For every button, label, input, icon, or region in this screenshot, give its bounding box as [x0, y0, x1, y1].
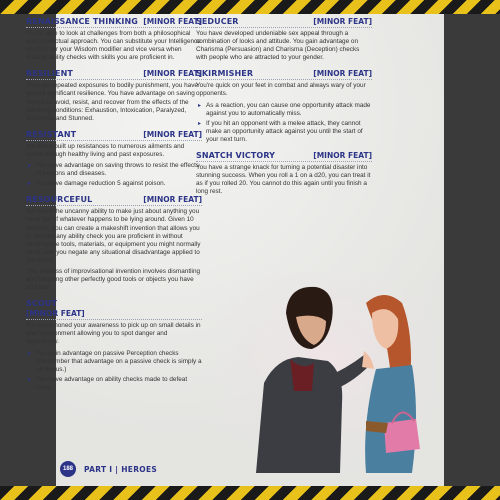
feat-bullet-list: [26, 162, 202, 188]
feat-bullet-list: [26, 350, 202, 392]
feat-bullet: ▸ As a reaction, you can cause one opportunity attack made against you to automatically miss.: [196, 102, 372, 118]
feat-bullet: ▸ You have advantage on ability checks made to defeat traps.: [26, 376, 202, 392]
feat-tag: [MINOR FEAT]: [143, 195, 202, 205]
feat-title: SCOUT: [26, 299, 57, 309]
feat-tag: [MINOR FEAT]: [143, 129, 202, 139]
feat-header: [26, 69, 202, 80]
feat-bullet: ▸ You have damage reduction 5 against poison.: [26, 180, 202, 188]
feat-title: RENAISSANCE THINKING: [26, 17, 138, 26]
feat-bullet: ▸ You have advantage on saving throws to resist the effects of poisons and diseases.: [26, 162, 202, 178]
feat-title: SEDUCER: [196, 17, 239, 26]
feat-description: You have a strange knack for turning a potential disaster into stunning success. When you roll a 1 on a d20, you can treat it as if you rolled 20. You cannot do this again until you finish a long rest.: [196, 164, 371, 196]
feat-description: You have honed your awareness to pick up on small details in your environment allowing you to spot danger and opportunity.: [26, 322, 201, 346]
feat-header: [196, 151, 372, 162]
feat-title: RESOURCEFUL: [26, 195, 93, 205]
feat-resistant: [26, 130, 202, 188]
feat-header: [26, 299, 202, 309]
feat-title: SKIRMISHER: [196, 69, 254, 79]
feat-scout: [26, 299, 202, 392]
feat-bullet: ▸ If you hit an opponent with a melee attack, they cannot make an opportunity attack against you until the start of your next turn.: [196, 120, 372, 144]
feat-snatch-victory: [196, 151, 372, 196]
feat-description: You have developed undeniable sex appeal through a combination of looks and attitude. You gain advantage on Charisma (Persuasion) and Charisma (Deception) checks with people who are attracted to your gender.: [196, 30, 360, 62]
feat-tag: [MINOR FEAT]: [313, 69, 372, 79]
page-footer: [60, 462, 157, 476]
feat-title: RESILIENT: [26, 69, 73, 79]
feat-description: You're quick on your feet in combat and always wary of your opponents.: [196, 82, 366, 98]
feat-description-extra: This process of improvisational invention involves dismantling and breaking other perfectly good tools or objects you have on hand.: [26, 267, 201, 292]
hazard-stripe-top: [0, 0, 500, 14]
page-number-badge: 188: [60, 461, 76, 477]
feat-bullet-list: [196, 102, 372, 144]
feat-description: You're able to look at challenges from both a philosophical and intellectual approach. You can substitute your Intelligence modifier for your Wisdom modifier and vice versa when making ability checks with skills you are proficient in.: [26, 30, 201, 62]
feat-title: RESISTANT: [26, 129, 77, 139]
feat-header: [26, 130, 202, 141]
right-column: [196, 17, 372, 203]
feat-header: [196, 17, 372, 28]
feat-resourceful: [26, 195, 202, 292]
feat-tag: [MINOR FEAT]: [143, 69, 202, 79]
feat-tag: [MINOR FEAT]: [313, 151, 372, 161]
feat-tag: [MINOR FEAT]: [143, 17, 202, 26]
hazard-stripe-bottom: [0, 486, 500, 500]
feat-tag: [MINOR FEAT]: [26, 309, 202, 320]
feat-seducer: [196, 17, 372, 62]
feat-description: You have built up resistances to numerous ailments and toxins through healthy living and past exposures.: [26, 142, 185, 158]
left-column: [26, 17, 202, 399]
feat-bullet: ▸ You gain advantage on passive Perception checks (Remember that advantage on a passive check is simply a +5 bonus.): [26, 350, 202, 374]
feat-tag: [MINOR FEAT]: [313, 17, 372, 26]
part-label: PART I | HEROES: [84, 464, 158, 474]
illustration-couple: [216, 273, 436, 473]
feat-description: You have the uncanny ability to make just about anything you need out of whatever happens to be lying around. Given 10 minutes, you can create a makeshift invention that allows you to attempt any ability check you are proficient in without needing the tools, materials, or equipment you might normally need, and you negate any situational disadvantage applied to the check.: [26, 208, 201, 264]
feat-skirmisher: [196, 69, 372, 144]
feat-description: Through repeated exposures to bodily punishment, you have gained significant resilience. You have advantage on saving throws to avoid, resist, and recover from the effects of the following conditions: Exhaustion, Intoxication, Paralyzed, Sickened, and Stunned.: [26, 82, 198, 122]
feat-header: [26, 195, 202, 206]
feat-title: SNATCH VICTORY: [196, 151, 276, 161]
feat-header: [196, 69, 372, 80]
feat-resilient: [26, 69, 202, 122]
feat-header: [26, 17, 202, 28]
feat-renaissance-thinking: [26, 17, 202, 62]
